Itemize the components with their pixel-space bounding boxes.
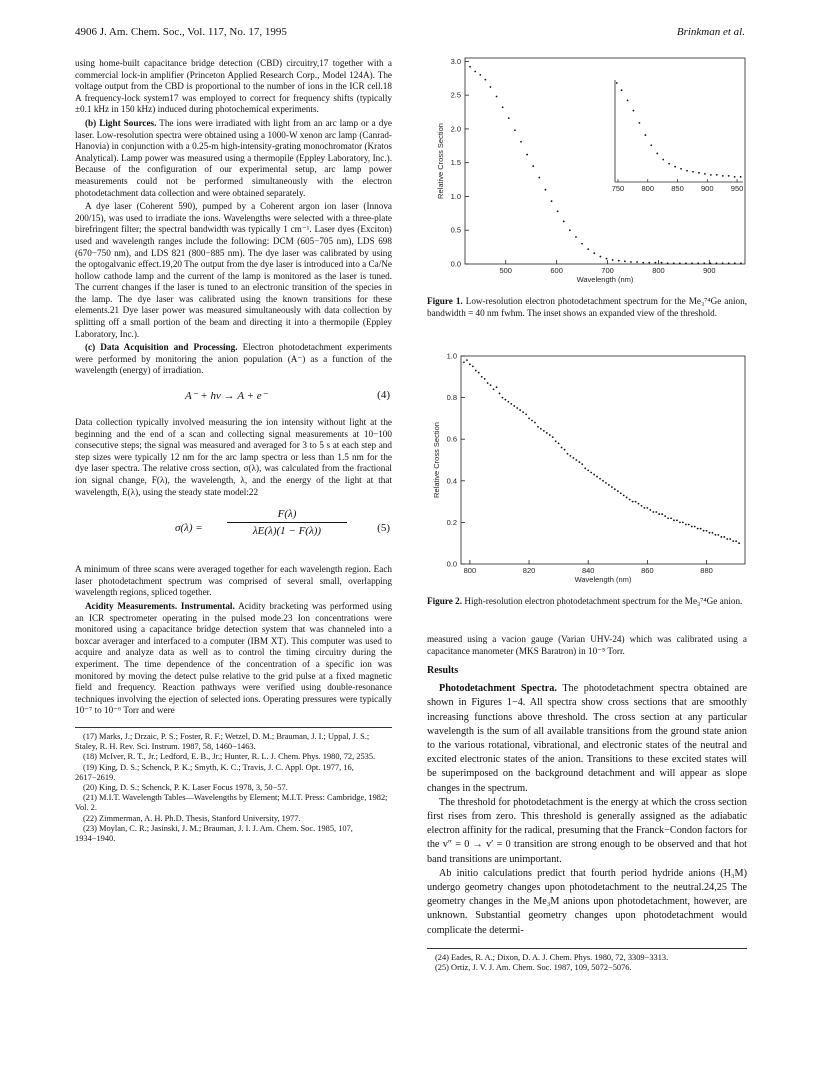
data-point bbox=[632, 501, 634, 503]
data-point bbox=[655, 262, 657, 264]
data-point bbox=[658, 513, 660, 515]
x-tick-label: 600 bbox=[550, 266, 563, 275]
inset-data-point bbox=[662, 159, 664, 161]
x-tick-label: 900 bbox=[703, 266, 716, 275]
data-point bbox=[590, 472, 592, 474]
inset-data-point bbox=[734, 176, 736, 178]
data-point bbox=[581, 243, 583, 245]
data-point bbox=[526, 154, 528, 156]
paragraph-scans: A minimum of three scans were averaged together for each wavelength region. Each laser photodetachment spectrum was comprised of several small, overlapping wavelength regions, spliced together. bbox=[75, 564, 392, 598]
data-point bbox=[682, 522, 684, 524]
figure-1-caption bbox=[427, 296, 747, 319]
figure-1-chart bbox=[427, 52, 747, 292]
equation-4 bbox=[75, 387, 392, 407]
x-tick-label: 800 bbox=[463, 566, 477, 575]
light-sources-text: The ions were irradiated with light from an arc lamp or a dye laser. Low-resolution spectra were obtained using a 1000-W xenon arc lamp (Canrad-Hanovia) in conjunction with a 0.25-m high-intensity-grating monochromator (Kratos Analytical). Lamp power was measured using a thermopile (Eppley Laboratory, Inc.). Because of the configuration of our experimental setup, arc lamp power measurements could not be performed simultaneously with the electron photodetachment data collection and were obtained separately. bbox=[75, 117, 392, 198]
equation-5-numerator: F(λ) bbox=[227, 508, 347, 523]
y-tick-label: 1.5 bbox=[450, 158, 461, 168]
x-tick-label: 840 bbox=[581, 566, 595, 575]
data-point bbox=[735, 540, 737, 542]
inset-x-tick-label: 750 bbox=[611, 184, 625, 193]
data-point bbox=[716, 262, 718, 264]
figure-1 bbox=[427, 52, 747, 319]
subheading-data-acquisition: (c) Data Acquisition and Processing. bbox=[85, 342, 238, 353]
data-point bbox=[551, 200, 553, 202]
x-axis-label: Wavelength (nm) bbox=[576, 275, 634, 284]
equation-5 bbox=[75, 508, 392, 552]
inset-data-point bbox=[633, 110, 635, 112]
x-tick-label: 880 bbox=[700, 566, 713, 575]
data-point bbox=[655, 511, 657, 513]
running-head-authors: Brinkman et al. bbox=[676, 26, 745, 38]
reference-20: (20) King, D. S.; Schenck, P. K. Laser Focus 1978, 3, 50−57. bbox=[83, 782, 288, 792]
reference-18: (18) McIver, R. T., Jr.; Ledford, E. B., Jr.; Hunter, R. L. J. Chem. Phys. 1980, 72, 2535. bbox=[83, 752, 376, 762]
data-point bbox=[717, 534, 719, 536]
inset-data-point bbox=[722, 175, 724, 177]
data-point bbox=[520, 141, 522, 143]
data-point bbox=[569, 229, 571, 231]
data-point bbox=[561, 447, 563, 449]
data-point bbox=[463, 361, 465, 363]
equation-5-number: (5) bbox=[377, 522, 390, 535]
data-point bbox=[726, 538, 728, 540]
data-point bbox=[673, 262, 675, 264]
data-point bbox=[481, 376, 483, 378]
inset-data-point bbox=[668, 163, 670, 165]
plot-frame bbox=[465, 58, 745, 264]
reference-25: (25) Ortiz, J. V. J. Am. Chem. Soc. 1987, 109, 5072−5076. bbox=[435, 963, 632, 973]
data-point bbox=[635, 501, 637, 503]
acidity-text: Acidity bracketing was performed using an ICR spectrometer operating in the pulsed mode.23 Ion concentrations were monitored using a capacitance bridge detection system that was channeled into a boxcar averager and interfaced to a computer (IBM XT). This computer was used to acquire and analyze data as well as to control the timing circuitry during the experiment. The time dependence of the concentration of a specific ion was monitored by moving the detect pulse relative to the grid pulse at a fixed magnetic field and frequency. Reaction pathways were verified using double-resonance techniques involving the ejection of selected ions. Operating pressures were typically 10⁻⁷ to 10⁻⁶ Torr and were bbox=[75, 600, 392, 716]
inset-data-point bbox=[740, 176, 742, 178]
paragraph-data-acquisition bbox=[75, 342, 392, 377]
data-point bbox=[528, 418, 530, 420]
data-point bbox=[478, 372, 480, 374]
inset-data-point bbox=[686, 170, 688, 172]
y-tick-label: 2.0 bbox=[450, 124, 461, 134]
data-point bbox=[712, 532, 714, 534]
data-point bbox=[581, 463, 583, 465]
data-point bbox=[676, 519, 678, 521]
data-point bbox=[612, 259, 614, 261]
equation-4-number: (4) bbox=[377, 389, 390, 402]
data-point bbox=[611, 486, 613, 488]
x-tick-label: 820 bbox=[522, 566, 536, 575]
running-head bbox=[75, 26, 745, 42]
y-tick-label: 0.8 bbox=[446, 393, 457, 403]
inset-x-tick-label: 850 bbox=[671, 184, 684, 193]
data-point bbox=[534, 422, 536, 424]
data-point bbox=[546, 432, 548, 434]
data-point bbox=[729, 538, 731, 540]
data-point bbox=[649, 509, 651, 511]
data-point bbox=[573, 457, 575, 459]
data-point bbox=[641, 505, 643, 507]
data-point bbox=[734, 262, 736, 264]
data-point bbox=[648, 262, 650, 264]
data-point bbox=[575, 236, 577, 238]
data-point bbox=[593, 252, 595, 254]
paragraph-light-sources bbox=[75, 118, 392, 199]
data-point bbox=[525, 413, 527, 415]
data-point bbox=[496, 96, 498, 98]
data-point bbox=[740, 262, 742, 264]
data-point bbox=[673, 519, 675, 521]
data-point bbox=[545, 189, 547, 191]
data-point bbox=[493, 388, 495, 390]
data-point bbox=[484, 378, 486, 380]
reference-21: (21) M.I.T. Wavelength Tables—Wavelengths by Element; M.I.T. Press: Cambridge, 1982; Vol. 2. bbox=[75, 793, 388, 813]
data-point bbox=[697, 528, 699, 530]
data-point bbox=[557, 210, 559, 212]
data-point bbox=[499, 393, 501, 395]
data-point bbox=[540, 428, 542, 430]
data-point bbox=[587, 470, 589, 472]
inset-data-point bbox=[627, 100, 629, 102]
data-point bbox=[474, 71, 476, 73]
data-point bbox=[606, 258, 608, 260]
data-point bbox=[564, 449, 566, 451]
data-point bbox=[605, 482, 607, 484]
data-point bbox=[537, 426, 539, 428]
paragraph-threshold: The threshold for photodetachment is the energy at which the cross section first rises from zero. This threshold is generally assigned as the adiabatic electron affinity for the radical, presuming that the Franck−Condon factors for the v″ = 0 → v′ = 0 transition are strong enough to be observed and that hot band transitions are unimportant. bbox=[427, 796, 747, 865]
data-point bbox=[722, 262, 724, 264]
inset-data-point bbox=[728, 175, 730, 177]
data-point bbox=[608, 484, 610, 486]
y-tick-label: 0.0 bbox=[446, 559, 457, 569]
inset-data-point bbox=[692, 171, 694, 173]
data-point bbox=[661, 262, 663, 264]
subheading-light-sources: (b) Light Sources. bbox=[85, 117, 157, 128]
data-point bbox=[738, 542, 740, 544]
data-point bbox=[466, 359, 468, 361]
data-point bbox=[626, 497, 628, 499]
data-point bbox=[709, 262, 711, 264]
data-point bbox=[532, 165, 534, 167]
data-point bbox=[496, 386, 498, 388]
results-heading: Results bbox=[427, 665, 459, 677]
inset-data-point bbox=[650, 144, 652, 146]
data-acquisition-text: Electron photodetachment experiments were performed by monitoring the anion population (A⁻) as a function of the wavelength (energy) of irradiation. bbox=[75, 342, 392, 376]
figure-2-caption-text: High-resolution electron photodetachment spectrum for the Me₃⁷⁴Ge anion. bbox=[462, 596, 743, 606]
data-point bbox=[679, 262, 681, 264]
data-point bbox=[514, 129, 516, 131]
data-point bbox=[508, 117, 510, 119]
paragraph-photodetachment bbox=[427, 682, 747, 796]
data-point bbox=[691, 262, 693, 264]
figure-1-label: Figure 1. bbox=[427, 296, 463, 306]
data-point bbox=[679, 522, 681, 524]
y-tick-label: 0.4 bbox=[446, 476, 457, 486]
data-point bbox=[519, 409, 521, 411]
inset-data-point bbox=[621, 89, 623, 91]
data-point bbox=[732, 540, 734, 542]
figure-2-label: Figure 2. bbox=[427, 596, 463, 606]
y-tick-label: 0.2 bbox=[446, 517, 457, 527]
data-point bbox=[469, 66, 471, 68]
y-tick-label: 0.6 bbox=[446, 434, 457, 444]
inset-data-point bbox=[716, 174, 718, 176]
data-point bbox=[720, 536, 722, 538]
y-tick-label: 0.0 bbox=[450, 259, 461, 269]
data-point bbox=[578, 461, 580, 463]
data-point bbox=[706, 530, 708, 532]
y-axis-label: Relative Cross Section bbox=[432, 422, 441, 498]
data-point bbox=[652, 511, 654, 513]
data-point bbox=[549, 434, 551, 436]
data-point bbox=[703, 530, 705, 532]
data-point bbox=[593, 474, 595, 476]
equation-4-body: A⁻ + hν → A + e⁻ bbox=[185, 390, 268, 403]
inset-data-point bbox=[616, 82, 618, 84]
data-point bbox=[688, 524, 690, 526]
reference-19: (19) King, D. S.; Schenck, P. K.; Smyth, K. C.; Travis, J. C. Appl. Opt. 1977, 16, 2617−2619. bbox=[75, 762, 354, 782]
data-point bbox=[469, 363, 471, 365]
figure-2-chart bbox=[427, 346, 747, 592]
data-point bbox=[502, 397, 504, 399]
y-tick-label: 3.0 bbox=[450, 56, 461, 66]
data-point bbox=[670, 517, 672, 519]
data-point bbox=[600, 256, 602, 258]
y-tick-label: 0.5 bbox=[450, 225, 461, 235]
data-point bbox=[487, 382, 489, 384]
x-axis-label: Wavelength (nm) bbox=[574, 575, 632, 584]
data-point bbox=[623, 494, 625, 496]
x-tick-label: 800 bbox=[652, 266, 665, 275]
data-point bbox=[697, 262, 699, 264]
data-point bbox=[617, 490, 619, 492]
x-tick-label: 500 bbox=[499, 266, 512, 275]
y-axis-label: Relative Cross Section bbox=[436, 123, 445, 199]
inset-data-point bbox=[710, 174, 712, 176]
subheading-photodetachment: Photodetachment Spectra. bbox=[439, 683, 557, 695]
inset-x-tick-label: 950 bbox=[730, 184, 744, 193]
data-point bbox=[685, 524, 687, 526]
figure-2 bbox=[427, 346, 747, 608]
inset-data-point bbox=[656, 153, 658, 155]
equation-5-lhs: σ(λ) = bbox=[175, 522, 203, 535]
data-point bbox=[563, 221, 565, 223]
data-point bbox=[624, 260, 626, 262]
reference-23: (23) Moylan, C. R.; Jasinski, J. M.; Brauman, J. I. J. Am. Chem. Soc. 1985, 107, 1934−1940. bbox=[75, 823, 353, 843]
reference-24: (24) Eades, R. A.; Dixon, D. A. J. Chem. Phys. 1980, 72, 3309−3313. bbox=[435, 952, 669, 962]
data-point bbox=[703, 262, 705, 264]
inset-data-point bbox=[674, 166, 676, 168]
data-point bbox=[644, 507, 646, 509]
data-point bbox=[667, 517, 669, 519]
data-point bbox=[691, 526, 693, 528]
data-point bbox=[629, 499, 631, 501]
data-point bbox=[490, 86, 492, 88]
x-tick-label: 700 bbox=[601, 266, 614, 275]
data-point bbox=[567, 453, 569, 455]
data-point bbox=[620, 492, 622, 494]
equation-5-denominator: λE(λ)(1 − F(λ)) bbox=[252, 525, 322, 538]
footnotes-left bbox=[75, 727, 392, 844]
inset-data-point bbox=[680, 168, 682, 170]
data-point bbox=[636, 261, 638, 263]
y-tick-label: 1.0 bbox=[446, 351, 457, 361]
inset-data-point bbox=[639, 122, 641, 124]
data-point bbox=[709, 532, 711, 534]
data-point bbox=[723, 536, 725, 538]
inset-x-tick-label: 800 bbox=[641, 184, 655, 193]
plot-frame bbox=[461, 356, 745, 564]
data-point bbox=[472, 366, 474, 368]
photodetachment-text: The photodetachment spectra obtained are shown in Figures 1−4. All spectra show cross sections that are smoothly increasing functions above threshold. The cross section at any particular wavelength is the sum of all available transitions from the ground state anion to the various rotational, vibrational, and electronic states of the neutral and excited electronic states of the anion. Transitions to these excited states will be superimposed on the background detachment and will appear as slope changes in the spectrum. bbox=[427, 683, 747, 794]
data-point bbox=[715, 534, 717, 536]
paragraph-ab-initio: Ab initio calculations predict that fourth period hydride anions (H₃M) undergo geometry changes upon photodetachment to the neutral.24,25 The geometry changes in the Me₃M anions upon photodetachment, however, are unknown. Substantial geometry changes upon photodetachment would complicate the determi- bbox=[427, 867, 747, 936]
data-point bbox=[664, 515, 666, 517]
figure-2-caption bbox=[427, 596, 747, 608]
data-point bbox=[507, 401, 509, 403]
data-point bbox=[584, 467, 586, 469]
right-column-text bbox=[427, 634, 747, 973]
data-point bbox=[638, 503, 640, 505]
data-point bbox=[510, 403, 512, 405]
data-point bbox=[570, 455, 572, 457]
inset-data-point bbox=[644, 134, 646, 136]
data-point bbox=[599, 478, 601, 480]
data-point bbox=[475, 370, 477, 372]
data-point bbox=[575, 459, 577, 461]
paragraph-dye-laser: A dye laser (Coherent 590), pumped by a Coherent argon ion laser (Innova 200/15), was used to irradiate the ions. Wavelengths were selected with a three-plate birefringent filter; the spectral bandwidth was typically 1 cm⁻¹. Laser dyes (Exciton) used and wavelength ranges include the following: DCM (605−705 nm), LDS 698 (670−750 nm), and LDS 821 (800−885 nm). The dye laser was calibrated by using the optogalvanic effect.19,20 The output from the dye laser is introduced into a Ca/Ne hollow cathode lamp and the current of the lamp is monitored as the laser is tuned. The current changes if the laser is tuned to an electronic transition of the species in the lamp. The dye laser was calibrated using the known transitions for these elements.21 Dye laser power was measured simultaneously with data collection by splitting off a small portion of the beam and directing it into a thermopile (Eppley Laboratory, Inc.). bbox=[75, 201, 392, 339]
data-point bbox=[555, 440, 557, 442]
reference-22: (22) Zimmerman, A. H. Ph.D. Thesis, Stanford University, 1977. bbox=[83, 813, 301, 823]
data-point bbox=[484, 79, 486, 81]
subheading-acidity: Acidity Measurements. Instrumental. bbox=[85, 600, 235, 611]
equation-5-fraction bbox=[227, 508, 347, 537]
data-point bbox=[685, 262, 687, 264]
data-point bbox=[513, 405, 515, 407]
running-head-citation: 4906 J. Am. Chem. Soc., Vol. 117, No. 17, 1995 bbox=[75, 26, 287, 38]
data-point bbox=[538, 177, 540, 179]
data-point bbox=[602, 480, 604, 482]
inset-data-point bbox=[698, 172, 700, 174]
data-point bbox=[667, 262, 669, 264]
data-point bbox=[728, 262, 730, 264]
data-point bbox=[558, 442, 560, 444]
data-point bbox=[552, 436, 554, 438]
data-point bbox=[490, 384, 492, 386]
footnotes-right bbox=[427, 948, 747, 973]
data-point bbox=[587, 248, 589, 250]
inset-data-point bbox=[704, 173, 706, 175]
data-point bbox=[630, 261, 632, 263]
data-point bbox=[614, 488, 616, 490]
data-point bbox=[531, 420, 533, 422]
data-point bbox=[516, 407, 518, 409]
inset-x-tick-label: 900 bbox=[701, 184, 714, 193]
data-point bbox=[694, 526, 696, 528]
data-point bbox=[642, 262, 644, 264]
y-tick-label: 1.0 bbox=[450, 191, 461, 201]
data-point bbox=[479, 74, 481, 76]
data-point bbox=[502, 106, 504, 108]
paragraph-cbd: using home-built capacitance bridge detection (CBD) circuitry,17 together with a commercial lock-in amplifier (Princeton Applied Research Corp., Model 124A). The voltage output from the CBD is proportional to the number of ions in the ICR cell.18 A frequency-lock system17 was employed to correct for frequency shifts (typically ±0.1 kHz in 150 kHz) induced during photochemical experiments. bbox=[75, 58, 392, 115]
paragraph-data-collection: Data collection typically involved measuring the ion intensity without light at the beginning and the end of a scan and collecting signal measurements at 10−100 consecutive steps; the signal was measured and averaged for 3 to 5 s at each step and step sizes were typically 12 nm for the arc lamp spectra or less than 1.5 nm for the dye laser spectra. The relative cross section, σ(λ), was calculated from the fractional ion signal change, F(λ), the wavelength, λ, and the energy of the light at that wavelength, E(λ), using the steady state model:22 bbox=[75, 417, 392, 497]
left-column bbox=[75, 58, 392, 844]
figure-1-caption-text: Low-resolution electron photodetachment spectrum for the Me₃⁷⁴Ge anion, bandwidth = 40 nm fwhm. The inset shows an expanded view of the threshold. bbox=[427, 296, 747, 318]
paragraph-acidity bbox=[75, 601, 392, 717]
x-tick-label: 860 bbox=[641, 566, 654, 575]
data-point bbox=[618, 260, 620, 262]
data-point bbox=[522, 411, 524, 413]
data-point bbox=[661, 513, 663, 515]
data-point bbox=[543, 430, 545, 432]
y-tick-label: 2.5 bbox=[450, 90, 461, 100]
data-point bbox=[700, 528, 702, 530]
paragraph-vacion-gauge: measured using a vacion gauge (Varian UHV-24) which was calibrated using a capacitance manometer (MKS Baratron) in 10⁻⁵ Torr. bbox=[427, 634, 747, 656]
data-point bbox=[504, 399, 506, 401]
data-point bbox=[596, 476, 598, 478]
reference-17: (17) Marks, J.; Drzaic, P. S.; Foster, R. F.; Wetzel, D. M.; Brauman, J. I.; Uppal, J. S.; Staley, R. H. Rev. Sci. Instrum. 1987, 58, 1460−1463. bbox=[75, 731, 370, 752]
data-point bbox=[646, 507, 648, 509]
